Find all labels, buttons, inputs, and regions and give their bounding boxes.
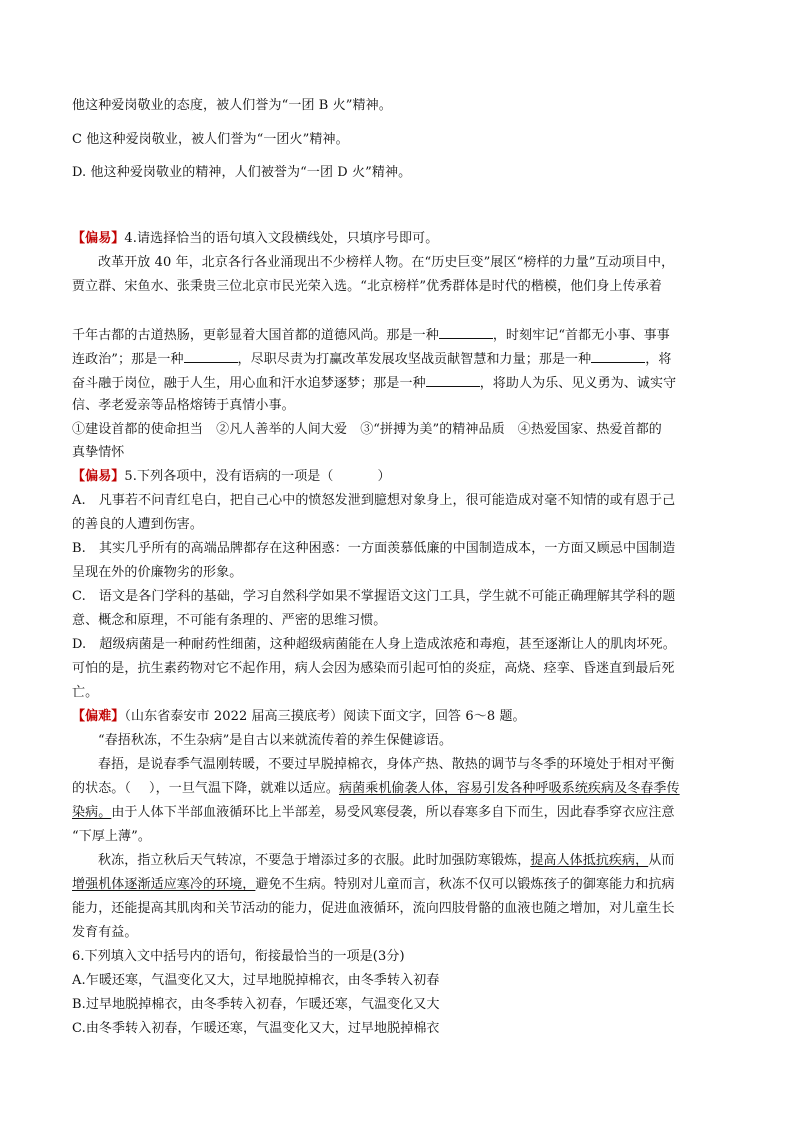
q6-passage-text: 的状态。（ bbox=[72, 781, 132, 796]
q6-passage-line bbox=[72, 780, 680, 798]
q4-passage-text: 千年古都的古道热肠，更彰显着大国首都的道德风尚。那是一种 bbox=[72, 328, 439, 343]
q5-option-d-cont: 可怕的是，抗生素药物对它不起作用，病人会因为感染而引起可怕的炎症，高烧、痉挛、昏迷直到最后死 bbox=[72, 661, 675, 676]
q4-passage-text: 奋斗融于岗位，融于人生，用心血和汗水追梦逐梦；那是一种 bbox=[72, 376, 426, 391]
q6-passage-line bbox=[72, 804, 675, 822]
difficulty-tag: 【偏易】 bbox=[72, 231, 125, 246]
q3-option-b-text: 他这种爱岗敬业的态度，被人们誉为“一团 B 火”精神。 bbox=[72, 98, 392, 113]
q6-header bbox=[72, 708, 526, 726]
underlined-sentence: 提高人体抵抗疾病， bbox=[530, 853, 649, 868]
q6-passage-line: 能力，还能提高其肌肉和关节活动的能力，促进血液循环，流向四肢骨骼的血液也随之增加，对儿童生长 bbox=[72, 901, 675, 916]
q6-option-a: A.乍暖还寒，气温变化又大，过早地脱掉棉衣，由冬季转入初春 bbox=[72, 973, 440, 988]
underlined-sentence: 增强机体逐渐适应寒冷的环境， bbox=[72, 877, 256, 892]
fill-blank[interactable] bbox=[439, 325, 493, 339]
q4-passage-text: ，时刻牢记“首都无小事、事事 bbox=[492, 328, 670, 343]
q4-passage-line bbox=[72, 325, 670, 345]
q6-passage-line: 春捂，是说春季气温刚转暖，不要过早脱掉棉衣，身体产热、散热的调节与冬季的环境处于相对平衡 bbox=[98, 757, 675, 772]
q4-passage-line bbox=[72, 373, 676, 393]
q5-option-b: B. 其实几乎所有的高端品牌都存在这种困惑：一方面羡慕低廉的中国制造成本，一方面又顾忌中国制造 bbox=[72, 541, 676, 556]
q4-header bbox=[72, 230, 438, 248]
q5-header bbox=[72, 468, 391, 486]
q6-passage-text: 秋冻，指立秋后天气转凉，不要急于增添过多的衣服。此时加强防寒锻炼， bbox=[98, 853, 531, 868]
q6-passage-line bbox=[98, 852, 674, 870]
q5-stem: 5.下列各项中，没有语病的一项是（ bbox=[124, 469, 334, 484]
q6-passage-line bbox=[72, 876, 675, 894]
q4-passage-text: ，尽职尽责为打赢改革发展攻坚战贡献智慧和力量；那是一种 bbox=[237, 352, 592, 367]
q5-option-d: D. 超级病菌是一种耐药性细菌，这种超级病菌能在人身上造成浓疮和毒疱，甚至逐渐让人的肌肉坏死。 bbox=[72, 637, 676, 652]
underlined-sentence: 病菌乘机偷袭人体，容易引发各种呼吸系统疾病及冬春季传 bbox=[339, 781, 680, 796]
q6-passage-line: “下厚上薄”。 bbox=[72, 829, 151, 844]
q4-passage-line: 信、孝老爱亲等品格熔铸于真情小事。 bbox=[72, 398, 295, 413]
q5-option-d-cont: 亡。 bbox=[72, 685, 99, 700]
q4-options-line: ①建设首都的使命担当 ②凡人善举的人间大爱 ③“拼搏为美”的精神品质 ④热爱国家、热爱首都的 bbox=[72, 422, 662, 437]
difficulty-tag: 【偏易】 bbox=[72, 469, 125, 484]
q6-option-c: C.由冬季转入初春，乍暖还寒，气温变化又大，过早地脱掉棉衣 bbox=[72, 1021, 440, 1036]
q6-option-b: B.过早地脱掉棉衣，由冬季转入初春，乍暖还寒，气温变化又大 bbox=[72, 997, 440, 1012]
q4-stem: 4.请选择恰当的语句填入文段横线处，只填序号即可。 bbox=[124, 231, 439, 246]
underlined-sentence: 染病。 bbox=[72, 805, 112, 820]
fill-blank[interactable] bbox=[184, 349, 238, 363]
q4-passage-line: 改革开放 40 年，北京各行各业涌现出不少榜样人物。在“历史巨变”展区“榜样的力量”互动项目中， bbox=[98, 255, 675, 270]
q4-passage-line: 贾立群、宋鱼水、张秉贵三位北京市民光荣入选。“北京榜样”优秀群体是时代的楷模，他们身上传承着 bbox=[72, 279, 662, 294]
q6-stem: 6.下列填入文中括号内的语句，衔接最恰当的一项是(3分) bbox=[72, 949, 405, 964]
q5-stem-end: ） bbox=[377, 469, 391, 484]
q3-option-c-text: C 他这种爱岗敬业，被人们誉为“一团火”精神。 bbox=[72, 132, 349, 147]
q5-option-b-cont: 呈现在外的价廉物劣的形象。 bbox=[72, 565, 243, 580]
q4-passage-text: 连政治”；那是一种 bbox=[72, 352, 184, 367]
q6-passage-line: 发育有益。 bbox=[72, 925, 138, 940]
q5-option-a: A. 凡事若不问青红皂白，把自己心中的愤怒发泄到臆想对象身上，很可能造成对毫不知情的或有恩于己 bbox=[72, 493, 676, 508]
fill-blank[interactable] bbox=[426, 373, 480, 387]
q4-passage-text: ，将助人为乐、见义勇为、诚实守 bbox=[479, 376, 677, 391]
q6-passage-text: ），一旦气温下降，就难以适应。 bbox=[149, 781, 340, 796]
q5-option-c: C. 语文是各门学科的基础，学习自然科学如果不掌握语文这门工具，学生就不可能正确理解其学科的题 bbox=[72, 589, 676, 604]
q5-option-c-cont: 意、概念和原理，不可能有条理的、严密的思维习惯。 bbox=[72, 613, 387, 628]
q6-passage-text: 由于人体下半部血液循环比上半部差，易受风寒侵袭，所以春寒多自下而生，因此春季穿衣应注意 bbox=[111, 805, 675, 820]
q5-option-a-cont: 的善良的人遭到伤害。 bbox=[72, 517, 204, 532]
q4-options-line: 真挚情怀 bbox=[72, 445, 125, 460]
q3-option-d-text: D. 他这种爱岗敬业的精神，人们被誉为“一团 D 火”精神。 bbox=[72, 165, 412, 180]
q6-passage-text: 避免不生病。特别对儿童而言，秋冻不仅可以锻炼孩子的御寒能力和抗病 bbox=[255, 877, 675, 892]
q4-passage-line bbox=[72, 349, 671, 369]
q6-intro: （山东省泰安市 2022 届高三摸底考）阅读下面文字，回答 6～8 题。 bbox=[124, 709, 526, 724]
q4-passage-text: ，将 bbox=[645, 352, 672, 367]
fill-blank[interactable] bbox=[591, 349, 645, 363]
q6-passage-line: “春捂秋冻，不生杂病”是自古以来就流传着的养生保健谚语。 bbox=[98, 733, 453, 748]
q6-passage-text: 从而 bbox=[648, 853, 675, 868]
difficulty-tag: 【偏难】 bbox=[72, 709, 125, 724]
